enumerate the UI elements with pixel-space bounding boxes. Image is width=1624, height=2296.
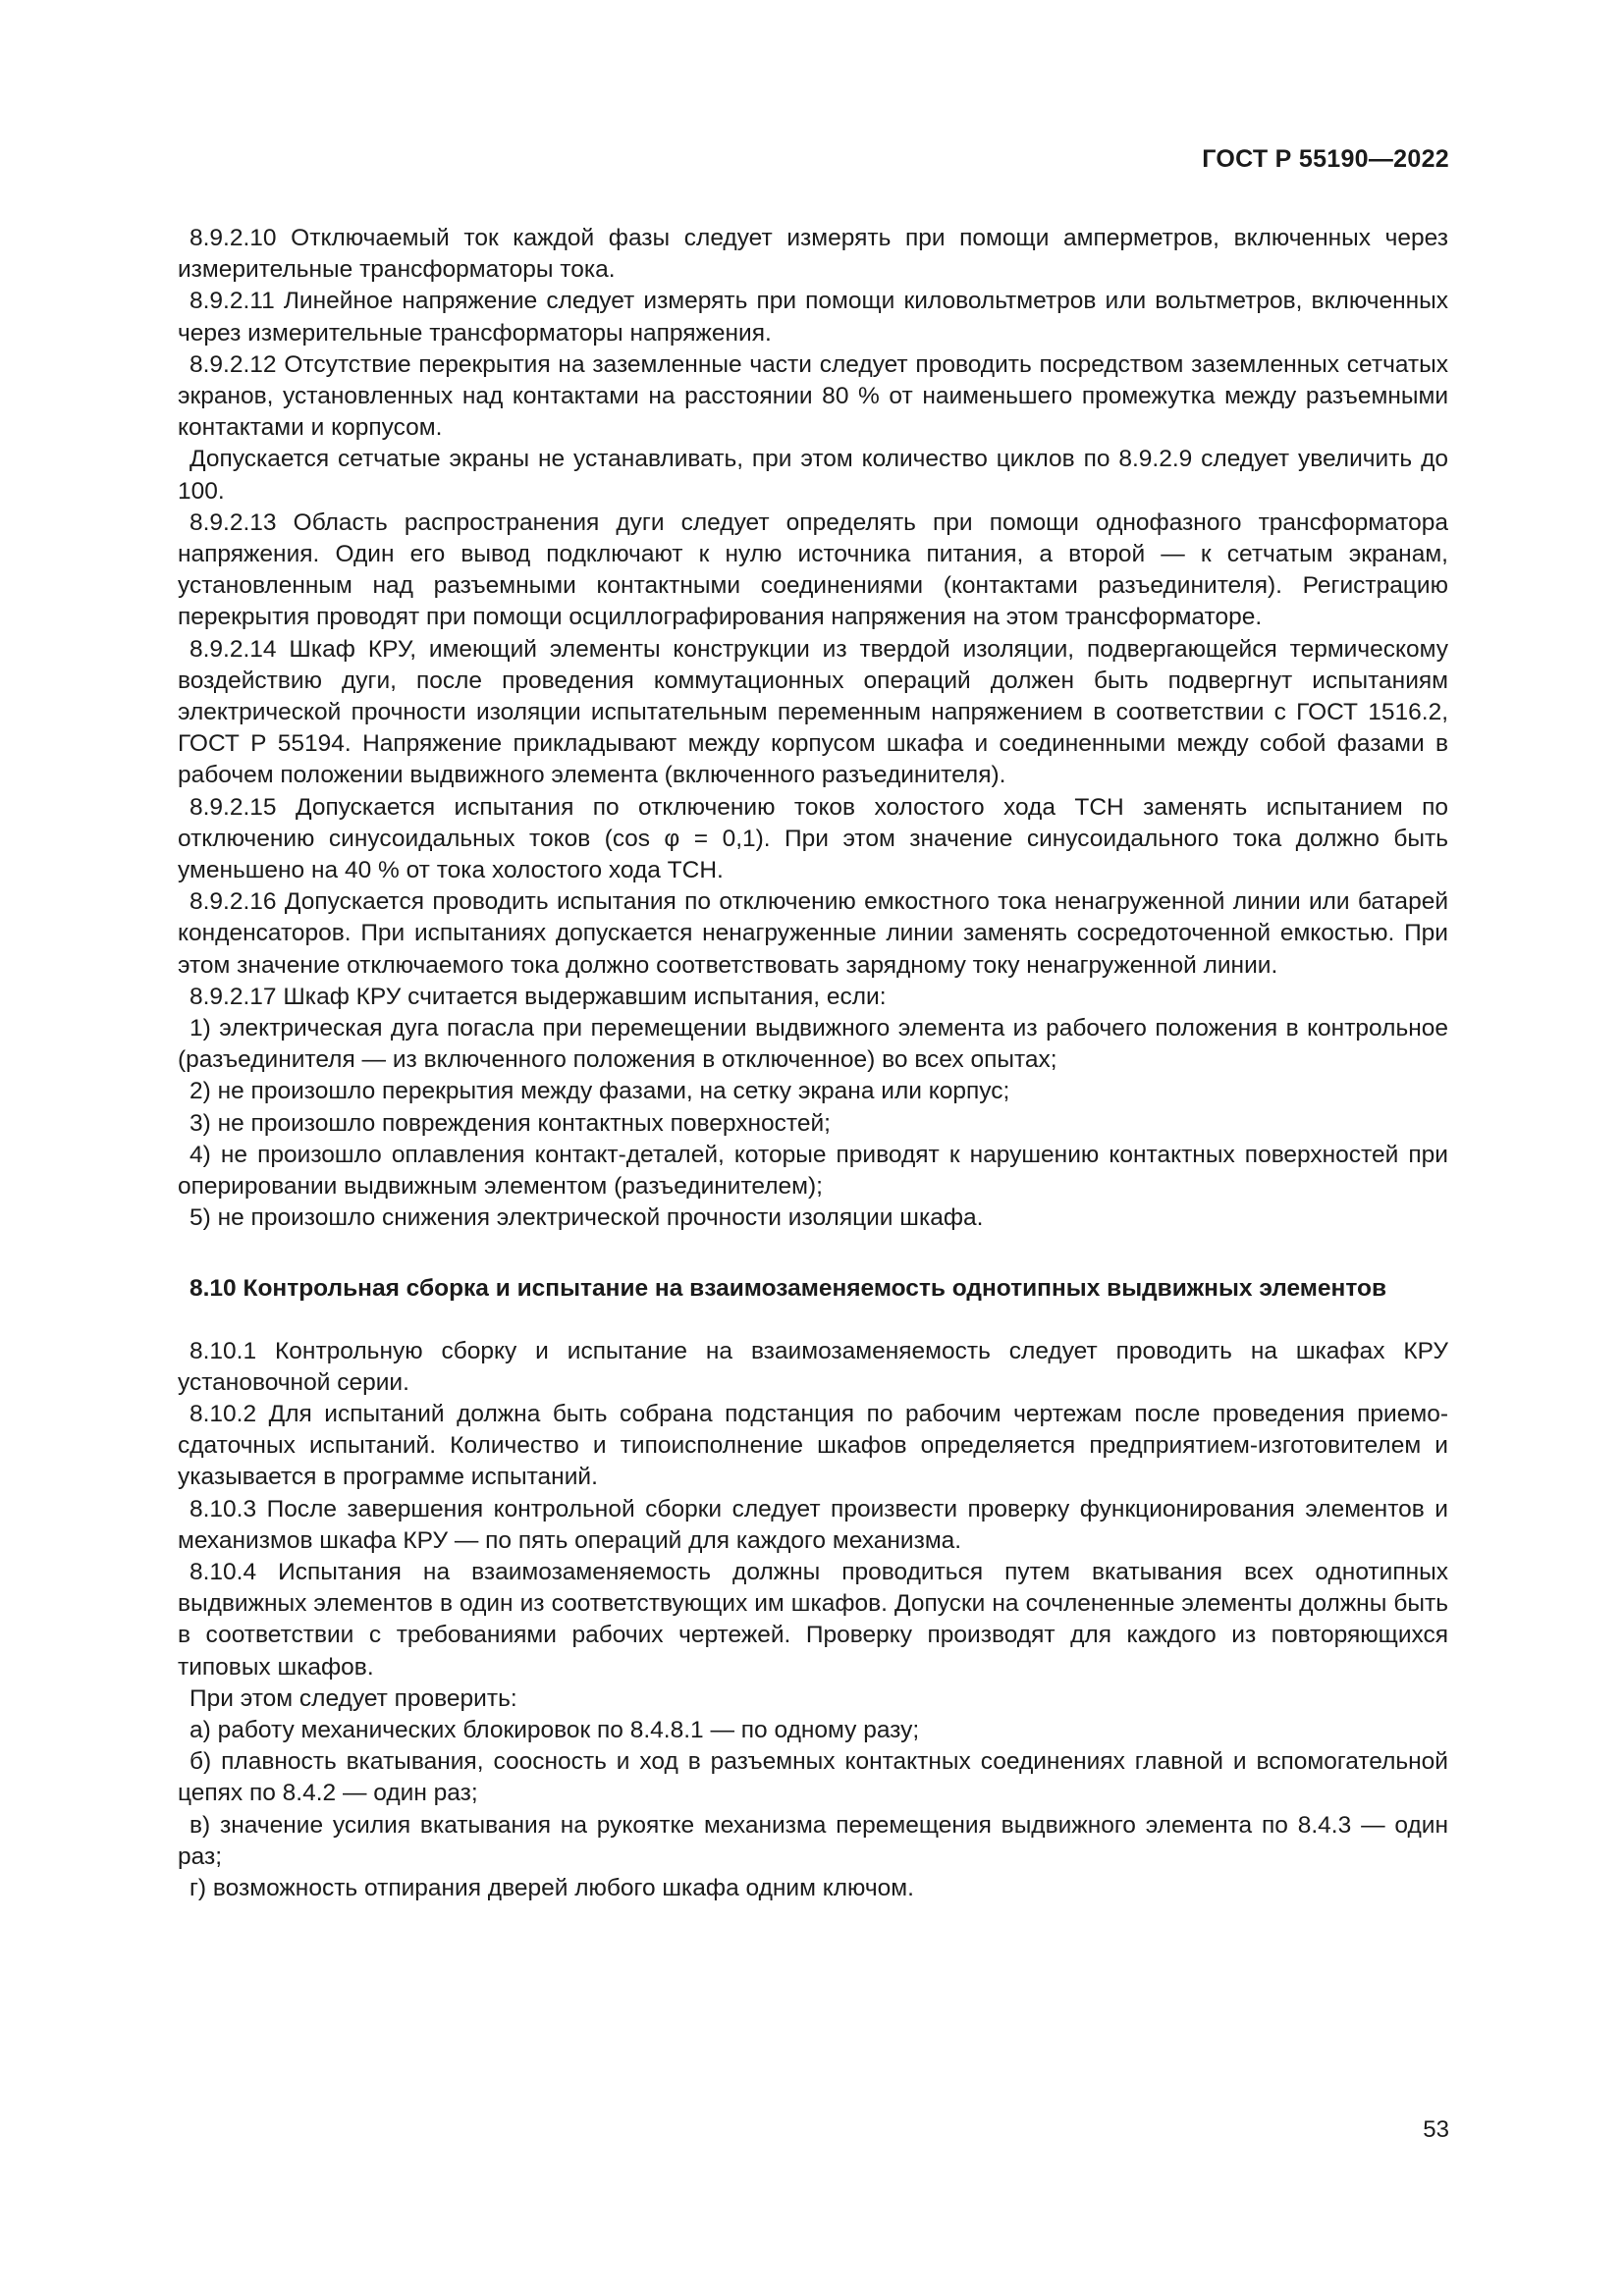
paragraph: 8.9.2.16 Допускается проводить испытания по отключению емкостного тока ненагруженной линии или батарей конденсаторов. При испытаниях допускается ненагруженные линии заменять сосредоточенной емкостью. При этом значение отключаемого тока должно соответствовать зарядному току ненагруженной линии.: [178, 888, 1448, 979]
document-body: [178, 223, 1448, 1904]
paragraph: При этом следует проверить:: [189, 1684, 517, 1712]
list-item: а) работу механических блокировок по 8.4.8.1 — по одному разу;: [189, 1716, 920, 1743]
paragraph: 8.10.3 После завершения контрольной сборки следует произвести проверку функционирования элементов и механизмов шкафа КРУ — по пять операций для каждого механизма.: [178, 1495, 1448, 1554]
paragraph: 8.9.2.14 Шкаф КРУ, имеющий элементы конструкции из твердой изоляции, подвергающейся термическому воздействию дуги, после проведения коммутационных операций должен быть подвергнут испытаниям электрической прочности изоляции испытательным переменным напряжением в соответствии с ГОСТ 1516.2, ГОСТ Р 55194. Напряжение прикладывают между корпусом шкафа и соединенными между собой фазами в рабочем положении выдвижного элемента (включенного разъединителя).: [178, 635, 1448, 789]
list-item: б) плавность вкатывания, соосность и ход в разъемных контактных соединениях главной и вспомогательной цепях по 8.4.2 — один раз;: [178, 1748, 1448, 1807]
list-item: 4) не произошло оплавления контакт-деталей, которые приводят к нарушению контактных поверхностей при оперировании выдвижным элементом (разъединителем);: [178, 1141, 1448, 1201]
paragraph: 8.9.2.10 Отключаемый ток каждой фазы следует измерять при помощи амперметров, включенных через измерительные трансформаторы тока.: [178, 225, 1448, 284]
list-item: 2) не произошло перекрытия между фазами, на сетку экрана или корпус;: [189, 1078, 1010, 1105]
paragraph: 8.9.2.13 Область распространения дуги следует определять при помощи однофазного трансформатора напряжения. Один его вывод подключают к нулю источника питания, а второй — к сетчатым экранам, установленным над разъемными контактными соединениями (контактами разъединителя). Регистрацию перекрытия проводят при помощи осциллографирования напряжения на этом трансформаторе.: [178, 508, 1448, 631]
list-item: в) значение усилия вкатывания на рукоятке механизма перемещения выдвижного элемента по 8.4.3 — один раз;: [178, 1811, 1448, 1870]
paragraph: 8.9.2.12 Отсутствие перекрытия на заземленные части следует проводить посредством заземленных сетчатых экранов, установленных над контактами на расстоянии 80 % от наименьшего промежутка между разъемными контактами и корпусом.: [178, 350, 1448, 442]
section-heading: 8.10 Контрольная сборка и испытание на взаимозаменяемость однотипных выдвижных элементов: [189, 1274, 1387, 1302]
paragraph: 8.9.2.15 Допускается испытания по отключению токов холостого хода ТСН заменять испытанием по отключению синусоидальных токов (cos φ = 0,1). При этом значение синусоидального тока должно быть уменьшено на 40 % от тока холостого хода ТСН.: [178, 793, 1448, 884]
paragraph: 8.10.2 Для испытаний должна быть собрана подстанция по рабочим чертежам после проведения приемо-сдаточных испытаний. Количество и типоисполнение шкафов определяется предприятием-изготовителем и указывается в программе испытаний.: [178, 1400, 1448, 1491]
paragraph: 8.9.2.11 Линейное напряжение следует измерять при помощи киловольтметров или вольтметров, включенных через измерительные трансформаторы напряжения.: [178, 288, 1448, 347]
paragraph: 8.9.2.17 Шкаф КРУ считается выдержавшим испытания, если:: [189, 983, 887, 1010]
document-standard-number: ГОСТ Р 55190—2022: [1202, 145, 1449, 173]
paragraph: Допускается сетчатые экраны не устанавливать, при этом количество циклов по 8.9.2.9 следует увеличить до 100.: [178, 446, 1448, 505]
paragraph: 8.10.4 Испытания на взаимозаменяемость должны проводиться путем вкатывания всех однотипных выдвижных элементов в один из соответствующих им шкафов. Допуски на сочлененные элементы должны быть в соответствии с требованиями рабочих чертежей. Проверку производят для каждого из повторяющихся типовых шкафов.: [178, 1558, 1448, 1681]
list-item: 5) не произошло снижения электрической прочности изоляции шкафа.: [189, 1204, 984, 1232]
page-number: 53: [1423, 2116, 1449, 2143]
list-item: 1) электрическая дуга погасла при перемещении выдвижного элемента из рабочего положения в контрольное (разъединителя — из включенного положения в отключенное) во всех опытах;: [178, 1015, 1448, 1074]
list-item: г) возможность отпирания дверей любого шкафа одним ключом.: [189, 1874, 914, 1901]
list-item: 3) не произошло повреждения контактных поверхностей;: [189, 1109, 831, 1137]
paragraph: 8.10.1 Контрольную сборку и испытание на взаимозаменяемость следует проводить на шкафах КРУ установочной серии.: [178, 1337, 1448, 1396]
